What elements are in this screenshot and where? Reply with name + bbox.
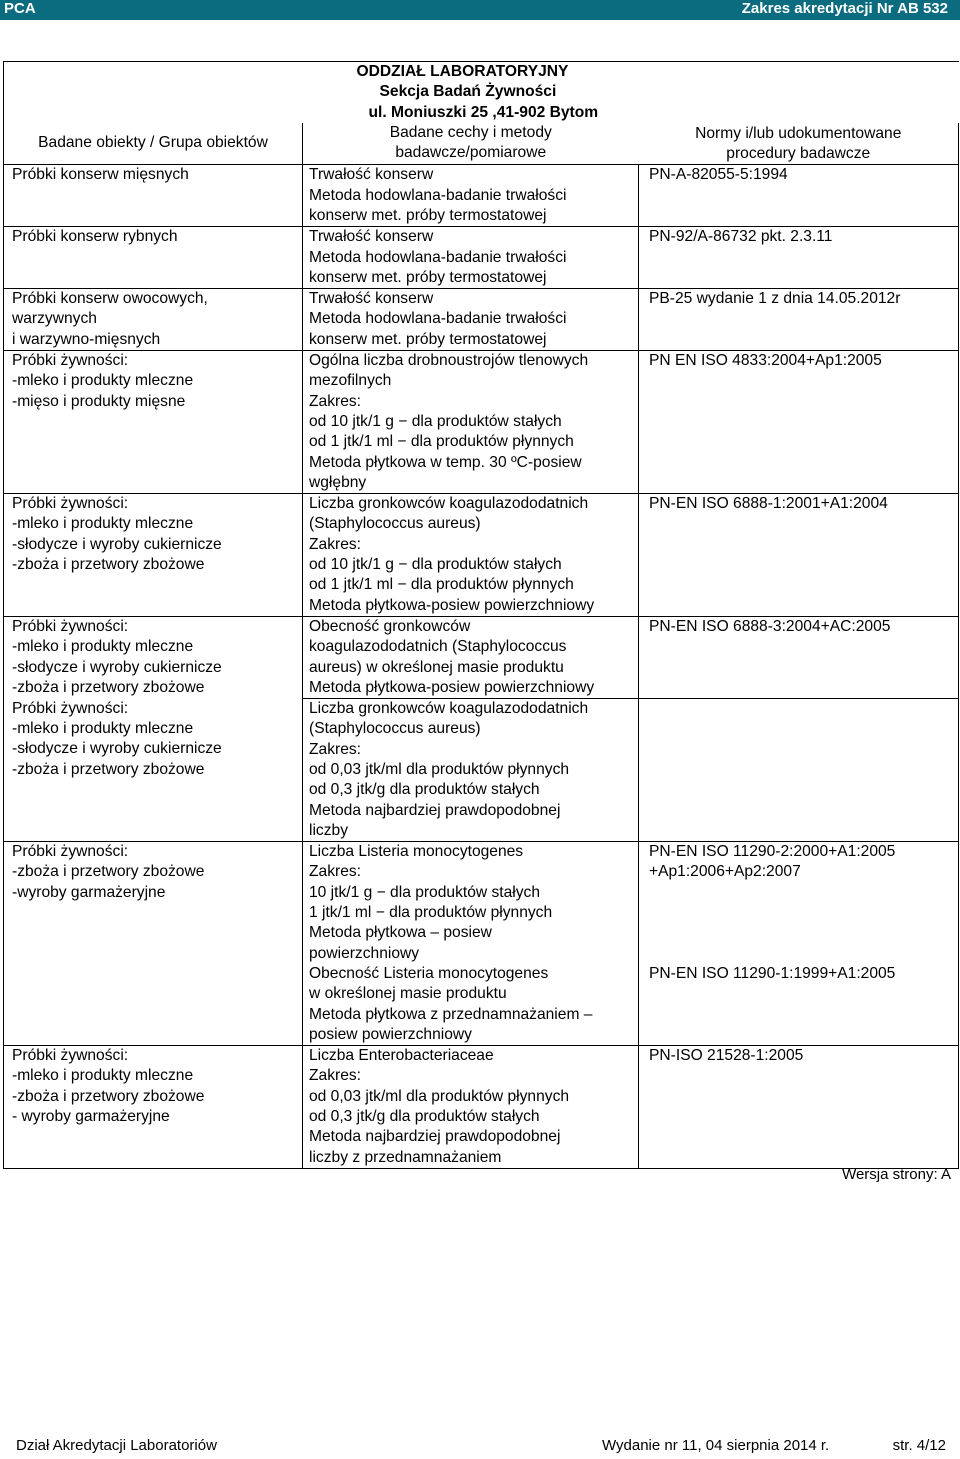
methods-cell	[303, 699, 639, 842]
methods-line: liczby	[309, 821, 348, 839]
methods-line: Obecność gronkowców	[309, 617, 471, 635]
methods-line: liczby z przednamnażaniem	[309, 1148, 502, 1166]
header-methods	[303, 123, 639, 165]
header-objects	[4, 123, 303, 165]
objects-line: - wyroby garmażeryjne	[12, 1108, 170, 1126]
footer-edition: Wydanie nr 11, 04 sierpnia 2014 r.	[602, 1437, 830, 1454]
table-row	[4, 227, 959, 289]
objects-line: -zboża i przetwory zbożowe	[12, 556, 205, 574]
methods-line: (Staphylococcus aureus)	[309, 515, 481, 533]
objects-cell	[4, 842, 303, 1046]
header-methods-line: Badane cechy i metody	[389, 123, 552, 141]
norms-line: PN EN ISO 4833:2004+Ap1:2005	[649, 352, 882, 370]
methods-line: Zakres:	[309, 535, 361, 553]
norms-line	[649, 903, 952, 923]
methods-line: 1 jtk/1 ml − dla produktów płynnych	[309, 904, 553, 922]
norms-cell	[639, 351, 959, 494]
methods-line: Metoda najbardziej prawdopodobnej	[309, 1128, 561, 1146]
objects-cell	[4, 616, 303, 698]
objects-line: -zboża i przetwory zbożowe	[12, 678, 205, 696]
objects-line: -wyroby garmażeryjne	[12, 883, 166, 901]
methods-line: (Staphylococcus aureus)	[309, 720, 481, 738]
methods-cell	[303, 842, 639, 1046]
footer-department: Dział Akredytacji Laboratoriów	[16, 1437, 217, 1454]
methods-line: Zakres:	[309, 740, 361, 758]
objects-line: -mleko i produkty mleczne	[12, 372, 194, 390]
methods-line: Zakres:	[309, 392, 361, 410]
lab-name: ODDZIAŁ LABORATORYJNY	[356, 63, 569, 80]
objects-line: -mleko i produkty mleczne	[12, 1067, 194, 1085]
lab-info-row	[4, 62, 959, 123]
table-row	[4, 1046, 959, 1169]
methods-line: Obecność Listeria monocytogenes	[309, 964, 549, 982]
methods-line: mezofilnych	[309, 372, 392, 390]
methods-line: od 1 jtk/1 ml − dla produktów płynnych	[309, 576, 574, 594]
accreditation-table	[3, 61, 959, 1169]
methods-line: powierzchniowy	[309, 944, 420, 962]
objects-cell	[4, 699, 303, 842]
objects-line: Próbki żywności:	[12, 699, 129, 717]
methods-line: od 0,03 jtk/ml dla produktów płynnych	[309, 1087, 570, 1105]
methods-line: od 10 jtk/1 g − dla produktów stałych	[309, 412, 562, 430]
methods-cell	[303, 227, 639, 289]
methods-line: konserw met. próby termostatowej	[309, 206, 547, 224]
objects-line: -zboża i przetwory zbożowe	[12, 1087, 205, 1105]
methods-line: Zakres:	[309, 1067, 361, 1085]
objects-line: -mleko i produkty mleczne	[12, 515, 194, 533]
table-row	[4, 289, 959, 351]
methods-line: aureus) w określonej masie produktu	[309, 658, 564, 676]
methods-line: posiew powierzchniowy	[309, 1025, 472, 1043]
methods-line: od 10 jtk/1 g − dla produktów stałych	[309, 556, 562, 574]
objects-line: -słodycze i wyroby cukiernicze	[12, 535, 222, 553]
objects-line: warzywnych	[12, 310, 97, 328]
methods-line: Trwałość konserw	[309, 290, 434, 308]
methods-line: od 0,3 jtk/g dla produktów stałych	[309, 1108, 540, 1126]
objects-line: -mięso i produkty mięsne	[12, 392, 186, 410]
header-org: PCA	[4, 0, 36, 17]
header-row	[4, 123, 959, 165]
objects-line: -zboża i przetwory zbożowe	[12, 863, 205, 881]
norms-cell	[639, 699, 959, 842]
methods-line: Metoda hodowlana-badanie trwałości	[309, 186, 567, 204]
methods-line: Metoda hodowlana-badanie trwałości	[309, 248, 567, 266]
methods-line: w określonej masie produktu	[309, 985, 507, 1003]
methods-line: od 0,3 jtk/g dla produktów stałych	[309, 781, 540, 799]
norms-cell	[639, 1046, 959, 1169]
methods-cell	[303, 351, 639, 494]
objects-line: Próbki konserw rybnych	[12, 228, 178, 246]
methods-cell	[303, 289, 639, 351]
table-row	[4, 494, 959, 617]
methods-cell	[303, 165, 639, 227]
methods-line: Metoda hodowlana-badanie trwałości	[309, 310, 567, 328]
header-accreditation-scope: Zakres akredytacji Nr AB 532	[741, 0, 948, 17]
table-row	[4, 351, 959, 494]
methods-cell	[303, 1046, 639, 1169]
methods-line: konserw met. próby termostatowej	[309, 268, 547, 286]
norms-cell	[639, 227, 959, 289]
norms-line: PN-EN ISO 11290-2:2000+A1:2005	[649, 843, 896, 861]
methods-line: Metoda płytkowa – posiew	[309, 924, 492, 942]
objects-line: -słodycze i wyroby cukiernicze	[12, 740, 222, 758]
page-footer	[16, 1437, 946, 1457]
methods-line: od 0,03 jtk/ml dla produktów płynnych	[309, 761, 570, 778]
header-norms	[639, 123, 959, 165]
norms-cell	[639, 289, 959, 351]
objects-line: Próbki żywności:	[12, 1047, 129, 1065]
methods-line: Metoda płytkowa-posiew powierzchniowy	[309, 596, 595, 614]
header-norms-line: procedury badawcze	[726, 145, 871, 163]
methods-line: Metoda płytkowa w temp. 30 ºC-posiew	[309, 453, 582, 471]
methods-line: Liczba Enterobacteriaceae	[309, 1047, 494, 1065]
objects-line: Próbki żywności:	[12, 843, 129, 861]
objects-line: Próbki żywności:	[12, 495, 129, 513]
methods-line: od 1 jtk/1 ml − dla produktów płynnych	[309, 433, 574, 451]
objects-cell	[4, 289, 303, 351]
norms-line	[649, 944, 952, 964]
methods-cell	[303, 616, 639, 698]
objects-line: Próbki żywności:	[12, 352, 129, 370]
methods-line: Trwałość konserw	[309, 228, 434, 246]
methods-line: Trwałość konserw	[309, 166, 434, 184]
norms-line: +Ap1:2006+Ap2:2007	[649, 863, 801, 881]
objects-cell	[4, 1046, 303, 1169]
table-row	[4, 165, 959, 227]
methods-line: konserw met. próby termostatowej	[309, 330, 547, 348]
header-norms-line: Normy i/lub udokumentowane	[695, 124, 902, 142]
page-version: Wersja strony: A	[842, 1166, 951, 1183]
methods-line: Metoda płytkowa z przednamnażaniem –	[309, 1005, 593, 1023]
methods-line: Liczba Listeria monocytogenes	[309, 843, 524, 861]
lab-info	[303, 62, 959, 123]
norms-line: PN-EN ISO 11290-1:1999+A1:2005	[649, 964, 896, 982]
methods-line: Liczba gronkowców koagulazododatnich	[309, 700, 589, 718]
objects-cell	[4, 494, 303, 617]
objects-cell	[4, 227, 303, 289]
methods-line: 10 jtk/1 g − dla produktów stałych	[309, 883, 541, 901]
objects-line: -mleko i produkty mleczne	[12, 719, 194, 737]
table-row	[4, 616, 959, 698]
norms-line: PN-EN ISO 6888-1:2001+A1:2004	[649, 495, 888, 513]
objects-cell	[4, 165, 303, 227]
header-objects-label: Badane obiekty / Grupa obiektów	[38, 134, 268, 152]
footer-page-number: str. 4/12	[892, 1437, 946, 1454]
lab-section: Sekcja Badań Żywności	[379, 83, 557, 101]
methods-line: Metoda najbardziej prawdopodobnej	[309, 801, 561, 819]
norms-line: PN-92/A-86732 pkt. 2.3.11	[649, 228, 833, 246]
methods-line: Liczba gronkowców koagulazododatnich	[309, 495, 589, 513]
norms-line	[649, 883, 952, 903]
norms-line: PN-ISO 21528-1:2005	[649, 1047, 804, 1065]
objects-line: -słodycze i wyroby cukiernicze	[12, 658, 222, 676]
objects-line: Próbki konserw owocowych,	[12, 290, 208, 308]
norms-line: PN-EN ISO 6888-3:2004+AC:2005	[649, 617, 891, 635]
norms-cell	[639, 616, 959, 698]
methods-line: koagulazododatnich (Staphylococcus	[309, 638, 567, 656]
norms-line	[649, 923, 952, 943]
methods-line: Ogólna liczba drobnoustrojów tlenowych	[309, 352, 589, 370]
objects-line: Próbki żywności:	[12, 617, 129, 635]
objects-line: i warzywno-mięsnych	[12, 330, 161, 348]
norms-cell	[639, 494, 959, 617]
methods-line: Metoda płytkowa-posiew powierzchniowy	[309, 678, 595, 696]
header-methods-line: badawcze/pomiarowe	[395, 144, 547, 162]
norms-cell	[639, 842, 959, 1046]
table-row	[4, 699, 959, 842]
norms-line: PN-A-82055-5:1994	[649, 166, 788, 184]
objects-line: Próbki konserw mięsnych	[12, 166, 189, 184]
methods-line: Zakres:	[309, 863, 361, 881]
methods-line: wgłębny	[309, 473, 367, 491]
table-row	[4, 842, 959, 1046]
norms-cell	[639, 165, 959, 227]
methods-cell	[303, 494, 639, 617]
norms-line: PB-25 wydanie 1 z dnia 14.05.2012r	[649, 290, 901, 308]
objects-line: -zboża i przetwory zbożowe	[12, 760, 205, 778]
lab-address: ul. Moniuszki 25 ,41-902 Bytom	[368, 103, 599, 121]
page-header-bar	[0, 0, 960, 20]
objects-cell	[4, 351, 303, 494]
objects-line: -mleko i produkty mleczne	[12, 638, 194, 656]
